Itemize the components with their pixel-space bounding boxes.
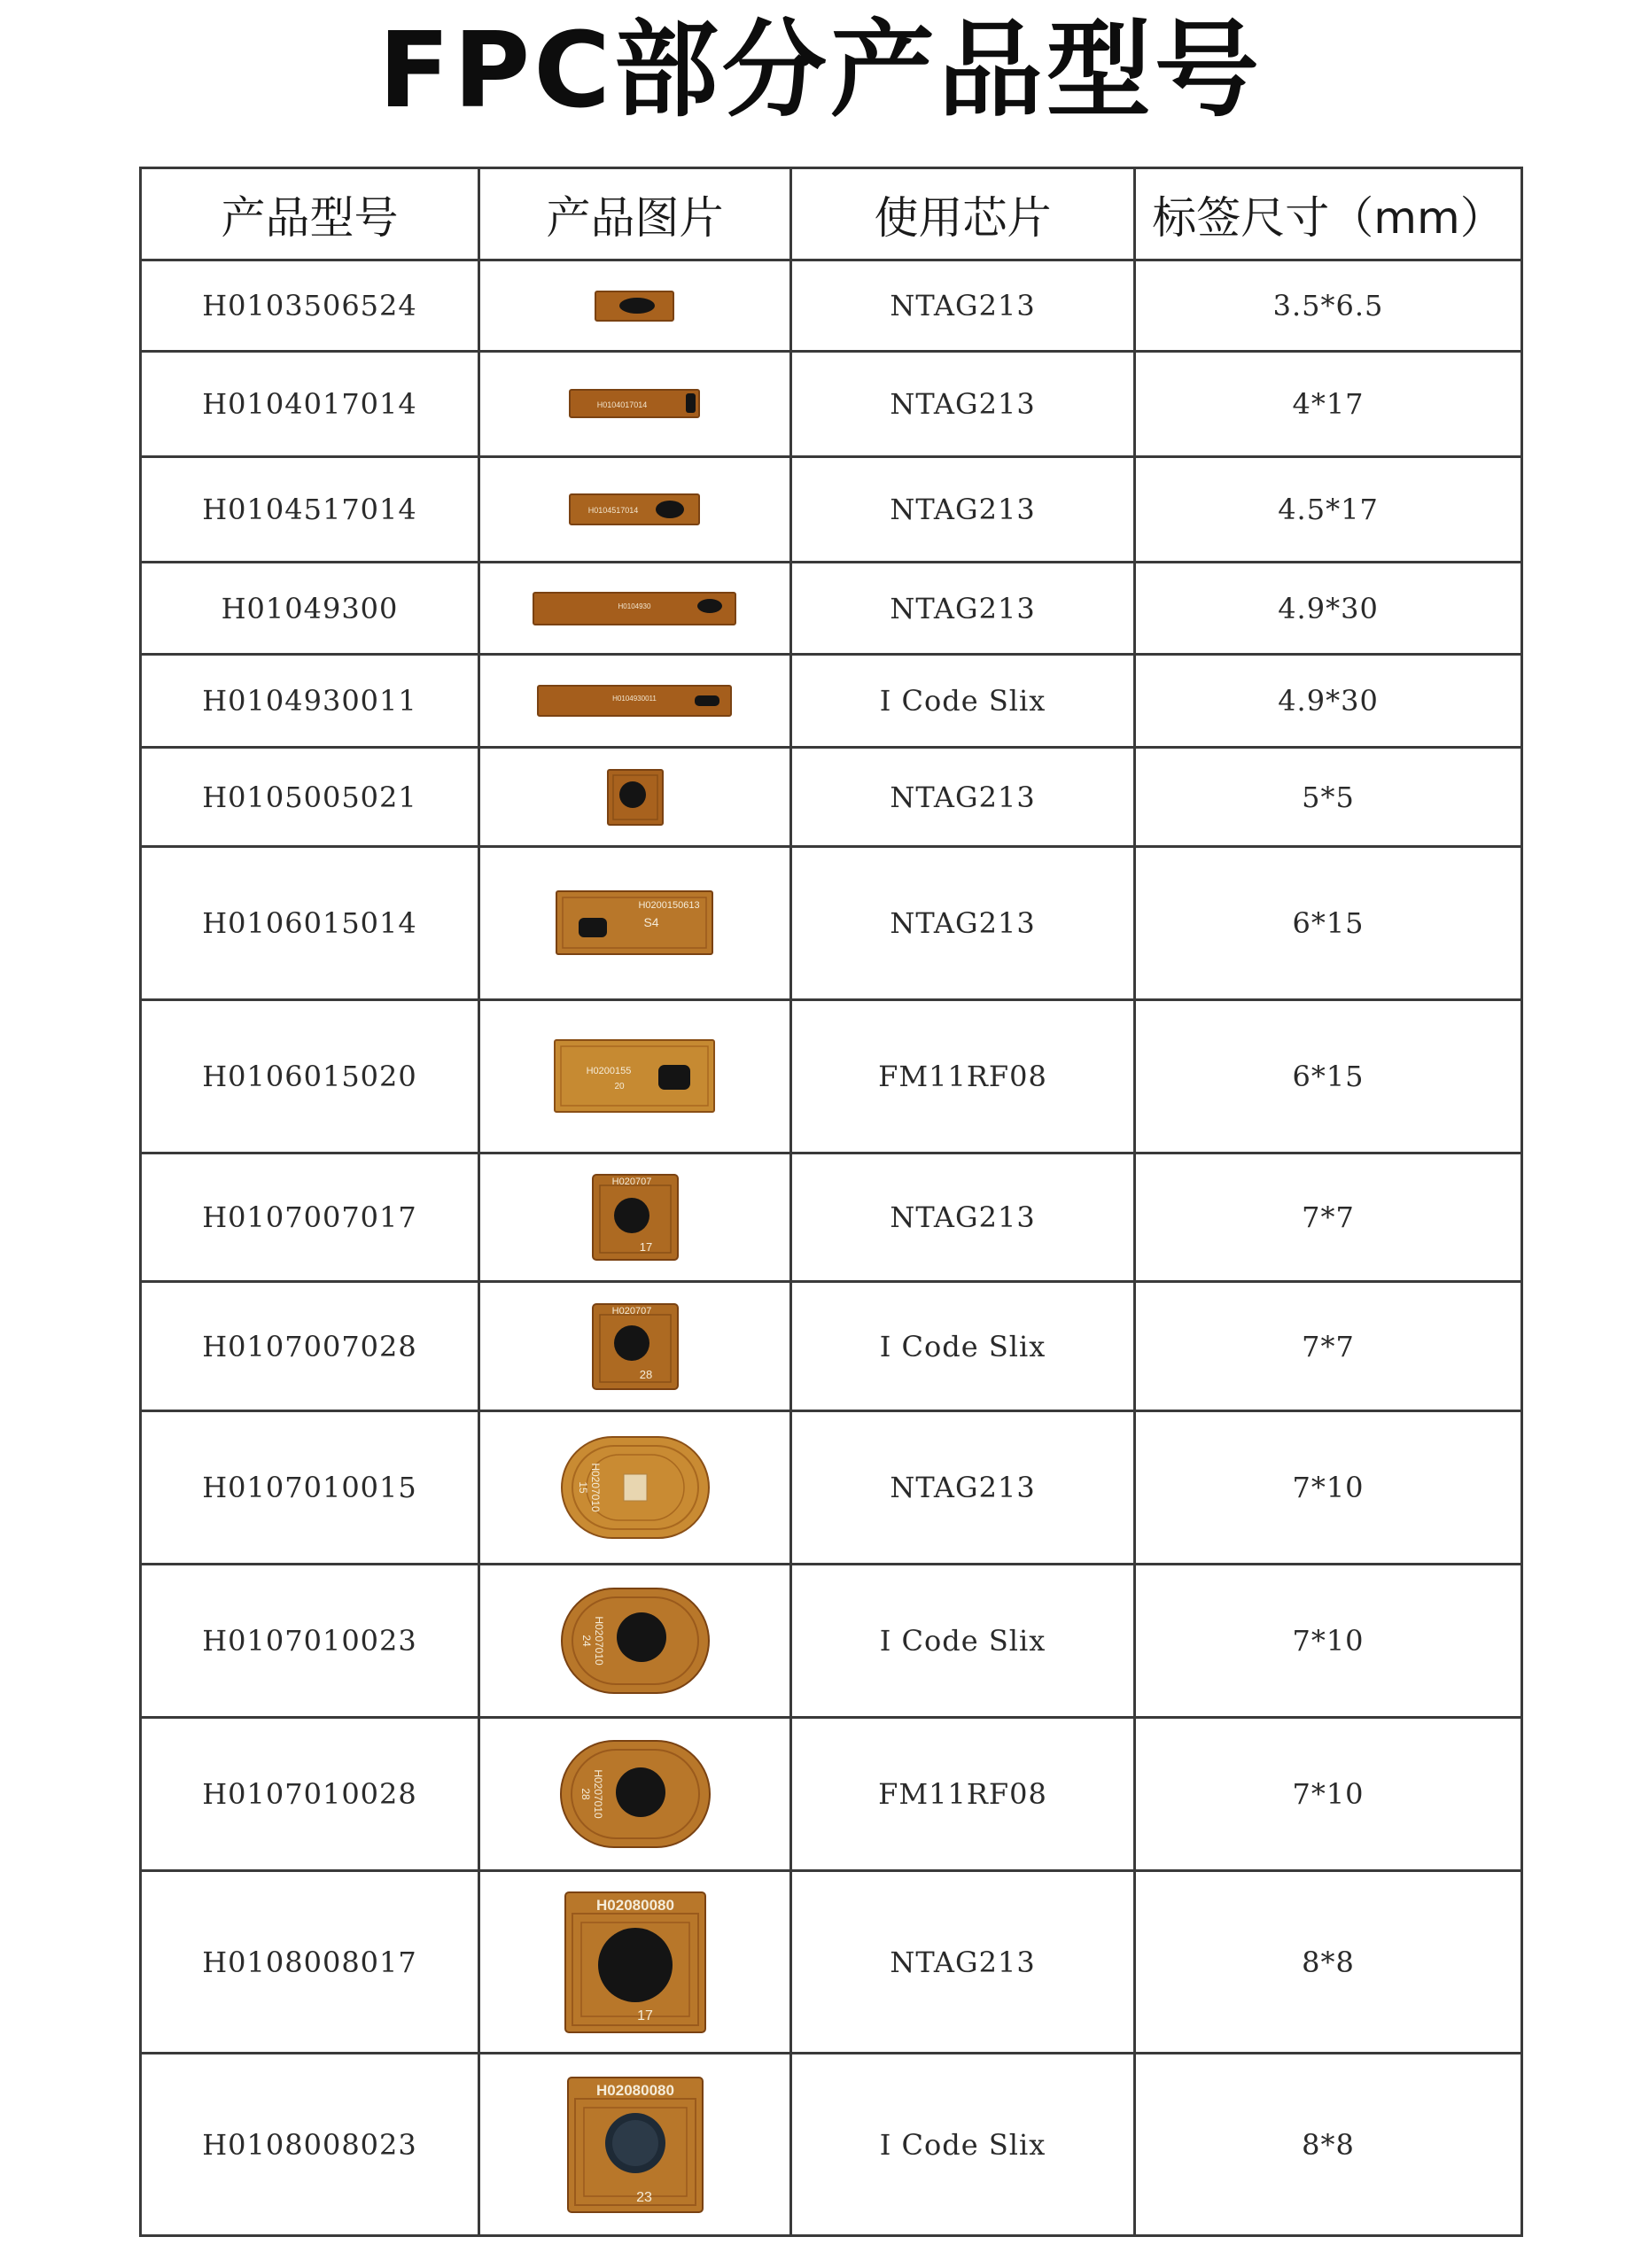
size-cell: 4.9*30 bbox=[1135, 655, 1522, 748]
table-row bbox=[141, 847, 1522, 1000]
size-cell: 8*8 bbox=[1135, 1871, 1522, 2054]
model-cell: H0108008023 bbox=[141, 2054, 479, 2236]
fpc-tag-image bbox=[556, 889, 715, 957]
model-cell: H0107010028 bbox=[141, 1718, 479, 1871]
image-cell bbox=[479, 1871, 791, 2054]
table-row bbox=[141, 352, 1522, 457]
product-spec-table bbox=[139, 167, 1523, 2237]
header-size: 标签尺寸（mm） bbox=[1135, 168, 1522, 260]
size-cell: 7*7 bbox=[1135, 1153, 1522, 1282]
chip-cell: NTAG213 bbox=[791, 457, 1135, 563]
chip-cell: NTAG213 bbox=[791, 1871, 1135, 2054]
tag-print-code: H0104930 bbox=[618, 602, 650, 610]
tag-print-sub: 24 bbox=[579, 1635, 593, 1647]
chip-cell: NTAG213 bbox=[791, 748, 1135, 847]
page-title: FPC部分产品型号 bbox=[378, 9, 1263, 131]
tag-print-code: H02080080 bbox=[595, 2081, 674, 2099]
fpc-tag-image bbox=[537, 683, 734, 718]
model-cell: H0108008017 bbox=[141, 1871, 479, 2054]
table-row bbox=[141, 1718, 1522, 1871]
image-cell bbox=[479, 1153, 791, 1282]
table-row bbox=[141, 563, 1522, 655]
tag-print-code: H0104930011 bbox=[611, 695, 657, 703]
chip-cell: I Code Slix bbox=[791, 655, 1135, 748]
image-cell bbox=[479, 1282, 791, 1411]
tag-print-sub: 28 bbox=[579, 1788, 592, 1800]
tag-print-code: H0104017014 bbox=[596, 400, 647, 409]
tag-print-sub: 17 bbox=[639, 1240, 652, 1254]
tag-print-code: H0200150613 bbox=[637, 900, 700, 911]
tag-print-sub: 17 bbox=[636, 2008, 653, 2023]
fpc-tag-image bbox=[569, 491, 702, 528]
tag-print-code: H0104517014 bbox=[587, 506, 638, 515]
fpc-tag-image bbox=[566, 2076, 704, 2214]
fpc-tag-image bbox=[564, 1891, 707, 2034]
size-cell: 8*8 bbox=[1135, 2054, 1522, 2236]
tag-print-code: H020707 bbox=[611, 1177, 651, 1187]
table-row bbox=[141, 1153, 1522, 1282]
table-row bbox=[141, 1282, 1522, 1411]
image-cell bbox=[479, 1411, 791, 1565]
fpc-tag-image bbox=[559, 1739, 712, 1849]
size-cell: 7*10 bbox=[1135, 1411, 1522, 1565]
fpc-tag-image bbox=[560, 1587, 711, 1695]
chip-cell: NTAG213 bbox=[791, 260, 1135, 352]
image-cell bbox=[479, 1000, 791, 1153]
chip-cell: NTAG213 bbox=[791, 847, 1135, 1000]
image-cell bbox=[479, 1718, 791, 1871]
size-cell: 5*5 bbox=[1135, 748, 1522, 847]
header-image: 产品图片 bbox=[479, 168, 791, 260]
fpc-tag-image bbox=[606, 768, 665, 827]
tag-print-code: H02080080 bbox=[595, 1896, 674, 1914]
chip-cell: FM11RF08 bbox=[791, 1000, 1135, 1153]
size-cell: 4.9*30 bbox=[1135, 563, 1522, 655]
image-cell bbox=[479, 457, 791, 563]
table-row bbox=[141, 260, 1522, 352]
tag-print-code: H0207010 bbox=[588, 1463, 602, 1512]
table-header-row bbox=[141, 168, 1522, 260]
tag-print-code: H020707 bbox=[611, 1305, 651, 1317]
size-cell: 7*7 bbox=[1135, 1282, 1522, 1411]
chip-cell: NTAG213 bbox=[791, 1153, 1135, 1282]
model-cell: H0107010015 bbox=[141, 1411, 479, 1565]
size-cell: 4.5*17 bbox=[1135, 457, 1522, 563]
chip-cell: FM11RF08 bbox=[791, 1718, 1135, 1871]
model-cell: H0107007017 bbox=[141, 1153, 479, 1282]
tag-print-sub: 15 bbox=[576, 1481, 589, 1494]
fpc-tag-image bbox=[533, 589, 738, 628]
model-cell: H0106015014 bbox=[141, 847, 479, 1000]
tag-print-code: H0200155 bbox=[586, 1066, 631, 1076]
size-cell: 7*10 bbox=[1135, 1565, 1522, 1718]
image-cell bbox=[479, 748, 791, 847]
table-row bbox=[141, 655, 1522, 748]
tag-print-sub: 23 bbox=[635, 2189, 652, 2205]
chip-cell: NTAG213 bbox=[791, 1411, 1135, 1565]
table-row bbox=[141, 457, 1522, 563]
table-row bbox=[141, 1000, 1522, 1153]
tag-print-sub: S4 bbox=[642, 915, 659, 929]
chip-cell: I Code Slix bbox=[791, 1565, 1135, 1718]
size-cell: 3.5*6.5 bbox=[1135, 260, 1522, 352]
model-cell: H0104930011 bbox=[141, 655, 479, 748]
fpc-tag-image bbox=[560, 1435, 711, 1540]
model-cell: H01049300 bbox=[141, 563, 479, 655]
size-cell: 6*15 bbox=[1135, 847, 1522, 1000]
image-cell bbox=[479, 1565, 791, 1718]
table-row bbox=[141, 748, 1522, 847]
model-cell: H0106015020 bbox=[141, 1000, 479, 1153]
fpc-tag-image bbox=[591, 1302, 680, 1391]
size-cell: 7*10 bbox=[1135, 1718, 1522, 1871]
model-cell: H0105005021 bbox=[141, 748, 479, 847]
header-chip: 使用芯片 bbox=[791, 168, 1135, 260]
image-cell bbox=[479, 655, 791, 748]
fpc-tag-image bbox=[595, 288, 676, 323]
header-model: 产品型号 bbox=[141, 168, 479, 260]
image-cell bbox=[479, 563, 791, 655]
model-cell: H0104517014 bbox=[141, 457, 479, 563]
model-cell: H0107007028 bbox=[141, 1282, 479, 1411]
tag-print-code: H0207010 bbox=[592, 1616, 605, 1666]
chip-cell: I Code Slix bbox=[791, 2054, 1135, 2236]
model-cell: H0104017014 bbox=[141, 352, 479, 457]
fpc-tag-image bbox=[569, 386, 702, 422]
table-row bbox=[141, 2054, 1522, 2236]
image-cell bbox=[479, 847, 791, 1000]
fpc-tag-image bbox=[554, 1038, 717, 1115]
tag-print-sub: 20 bbox=[613, 1082, 625, 1091]
tag-print-sub: 28 bbox=[639, 1367, 652, 1381]
table-row bbox=[141, 1411, 1522, 1565]
chip-cell: NTAG213 bbox=[791, 352, 1135, 457]
model-cell: H0103506524 bbox=[141, 260, 479, 352]
model-cell: H0107010023 bbox=[141, 1565, 479, 1718]
table-row bbox=[141, 1565, 1522, 1718]
tag-print-code: H0207010 bbox=[591, 1769, 604, 1819]
table-row bbox=[141, 1871, 1522, 2054]
image-cell bbox=[479, 260, 791, 352]
chip-cell: NTAG213 bbox=[791, 563, 1135, 655]
chip-cell: I Code Slix bbox=[791, 1282, 1135, 1411]
size-cell: 6*15 bbox=[1135, 1000, 1522, 1153]
size-cell: 4*17 bbox=[1135, 352, 1522, 457]
image-cell bbox=[479, 352, 791, 457]
image-cell bbox=[479, 2054, 791, 2236]
fpc-tag-image bbox=[591, 1173, 680, 1262]
